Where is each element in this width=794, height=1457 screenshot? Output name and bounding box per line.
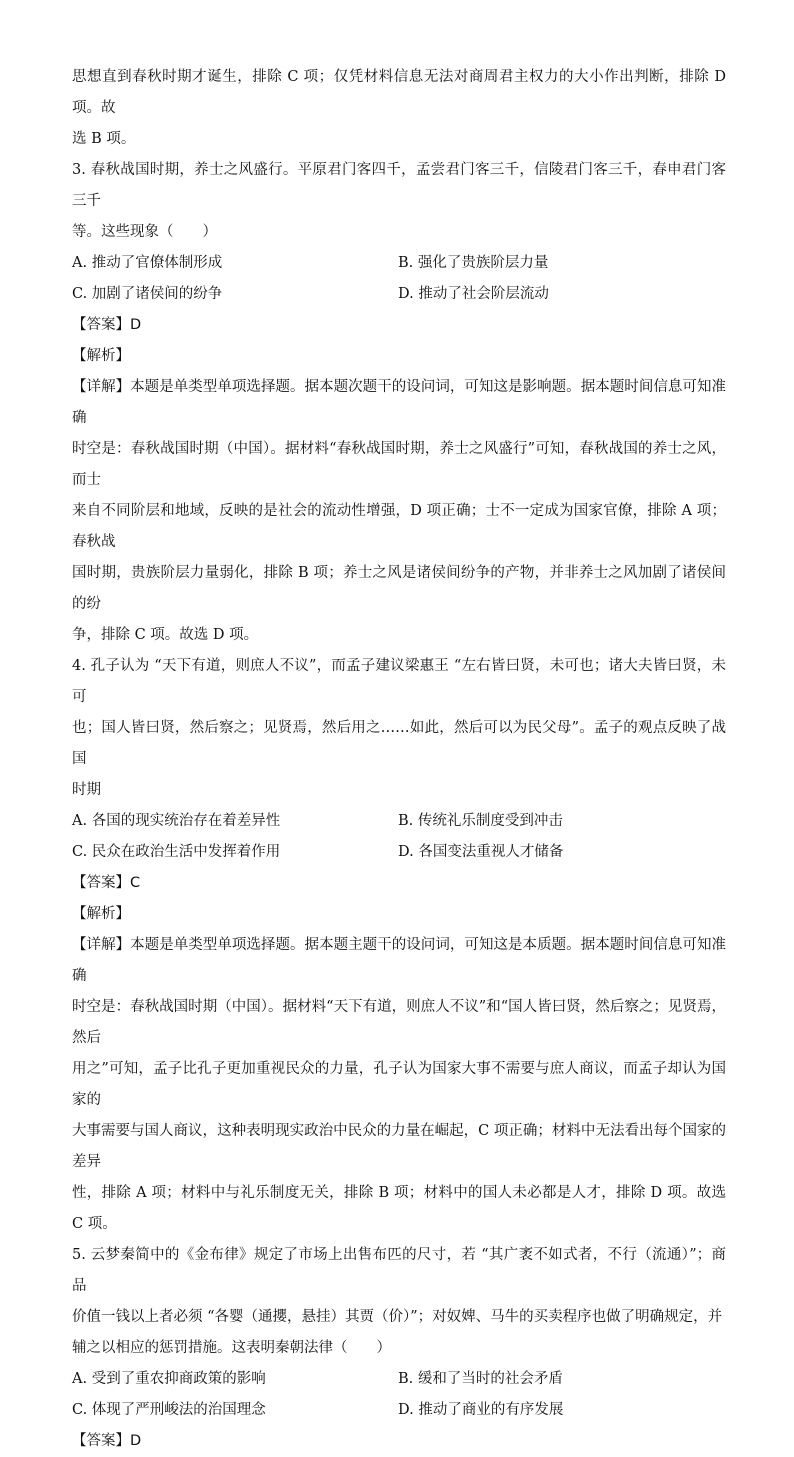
question-stem-line: 3. 春秋战国时期，养士之风盛行。平原君门客四千，孟尝君门客三千，信陵君门客三千，春申君门客三千 bbox=[72, 162, 726, 209]
option-c: C. 加剧了诸侯间的纷争 bbox=[72, 286, 223, 302]
option-b: B. 传统礼乐制度受到冲击 bbox=[398, 813, 563, 829]
option-c: C. 体现了严刑峻法的治国理念 bbox=[72, 1402, 266, 1418]
detail-line: 时空是：春秋战国时期（中国）。据材料“春秋战国时期，养士之风盛行”可知，春秋战国的养士之风，而士 bbox=[72, 441, 726, 488]
options-row bbox=[72, 279, 726, 310]
question-stem-line: 价值一钱以上者必须 “各婴（通攖，悬挂）其贾（价）”；对奴婢、马牛的买卖程序也做了明确规定，并 bbox=[72, 1309, 723, 1325]
option-a: A. 推动了官僚体制形成 bbox=[72, 255, 223, 271]
question-stem-line: 等。这些现象（ ） bbox=[72, 224, 217, 240]
option-b: B. 缓和了当时的社会矛盾 bbox=[398, 1371, 563, 1387]
question-stem-line: 5. 云梦秦简中的《金布律》规定了市场上出售布匹的尺寸，若 “其广袤不如式者，不行（流通）”；商品 bbox=[72, 1247, 726, 1294]
detail-line: 时空是：春秋战国时期（中国）。据材料“天下有道，则庶人不议”和“国人皆曰贤，然后察之；见贤焉，然后 bbox=[72, 999, 726, 1046]
option-a: A. 受到了重农抑商政策的影响 bbox=[72, 1371, 266, 1387]
option-d: D. 各国变法重视人才储备 bbox=[398, 844, 564, 860]
options-row bbox=[72, 1364, 726, 1395]
question-4 bbox=[72, 651, 726, 1240]
option-d: D. 推动了商业的有序发展 bbox=[398, 1402, 564, 1418]
question-3 bbox=[72, 155, 726, 651]
options-row bbox=[72, 1395, 726, 1426]
options-row bbox=[72, 248, 726, 279]
option-d: D. 推动了社会阶层流动 bbox=[398, 286, 549, 302]
question-stem-line: 辅之以相应的惩罚措施。这表明秦朝法律（ ） bbox=[72, 1340, 391, 1356]
analysis-label: 【解析】 bbox=[72, 348, 130, 364]
question-stem-line: 时期 bbox=[72, 782, 101, 798]
question-stem-line: 4. 孔子认为 “天下有道，则庶人不议”，而孟子建议梁惠王 “左右皆曰贤，未可也；诸大夫皆曰贤，未可 bbox=[72, 658, 726, 705]
detail-line: 用之”可知，孟子比孔子更加重视民众的力量，孔子认为国家大事不需要与庶人商议，而孟子却认为国家的 bbox=[72, 1061, 726, 1108]
continuation-line: 选 B 项。 bbox=[72, 131, 136, 147]
detail-line: 国时期，贵族阶层力量弱化，排除 B 项；养士之风是诸侯间纷争的产物，并非养士之风加剧了诸侯间的纷 bbox=[72, 565, 726, 612]
analysis-label: 【解析】 bbox=[72, 906, 130, 922]
question-stem-line: 也；国人皆曰贤，然后察之；见贤焉，然后用之……如此，然后可以为民父母”。孟子的观点反映了战国 bbox=[72, 720, 726, 767]
detail-line: 大事需要与国人商议，这种表明现实政治中民众的力量在崛起，C 项正确；材料中无法看出每个国家的差异 bbox=[72, 1123, 726, 1170]
answer-label: 【答案】D bbox=[72, 1433, 142, 1449]
options-row bbox=[72, 837, 726, 868]
continuation-line: 思想直到春秋时期才诞生，排除 C 项；仅凭材料信息无法对商周君主权力的大小作出判断，排除 D 项。故 bbox=[72, 69, 726, 116]
option-a: A. 各国的现实统治存在着差异性 bbox=[72, 813, 281, 829]
detail-line: 【详解】本题是单类型单项选择题。据本题主题干的设问词，可知这是本质题。据本题时间信息可知准确 bbox=[72, 937, 726, 984]
detail-line: 来自不同阶层和地域，反映的是社会的流动性增强，D 项正确；士不一定成为国家官僚，排除 A 项；春秋战 bbox=[72, 503, 726, 550]
options-row bbox=[72, 806, 726, 837]
detail-line: 性，排除 A 项；材料中与礼乐制度无关，排除 B 项；材料中的国人未必都是人才，排除 D 项。故选 C 项。 bbox=[72, 1185, 726, 1232]
detail-line: 争，排除 C 项。故选 D 项。 bbox=[72, 627, 259, 643]
option-b: B. 强化了贵族阶层力量 bbox=[398, 255, 549, 271]
answer-label: 【答案】C bbox=[72, 875, 141, 891]
question-5 bbox=[72, 1240, 726, 1457]
option-c: C. 民众在政治生活中发挥着作用 bbox=[72, 844, 281, 860]
answer-label: 【答案】D bbox=[72, 317, 142, 333]
document-content bbox=[72, 62, 726, 1457]
detail-line: 【详解】本题是单类型单项选择题。据本题次题干的设问词，可知这是影响题。据本题时间信息可知准确 bbox=[72, 379, 726, 426]
